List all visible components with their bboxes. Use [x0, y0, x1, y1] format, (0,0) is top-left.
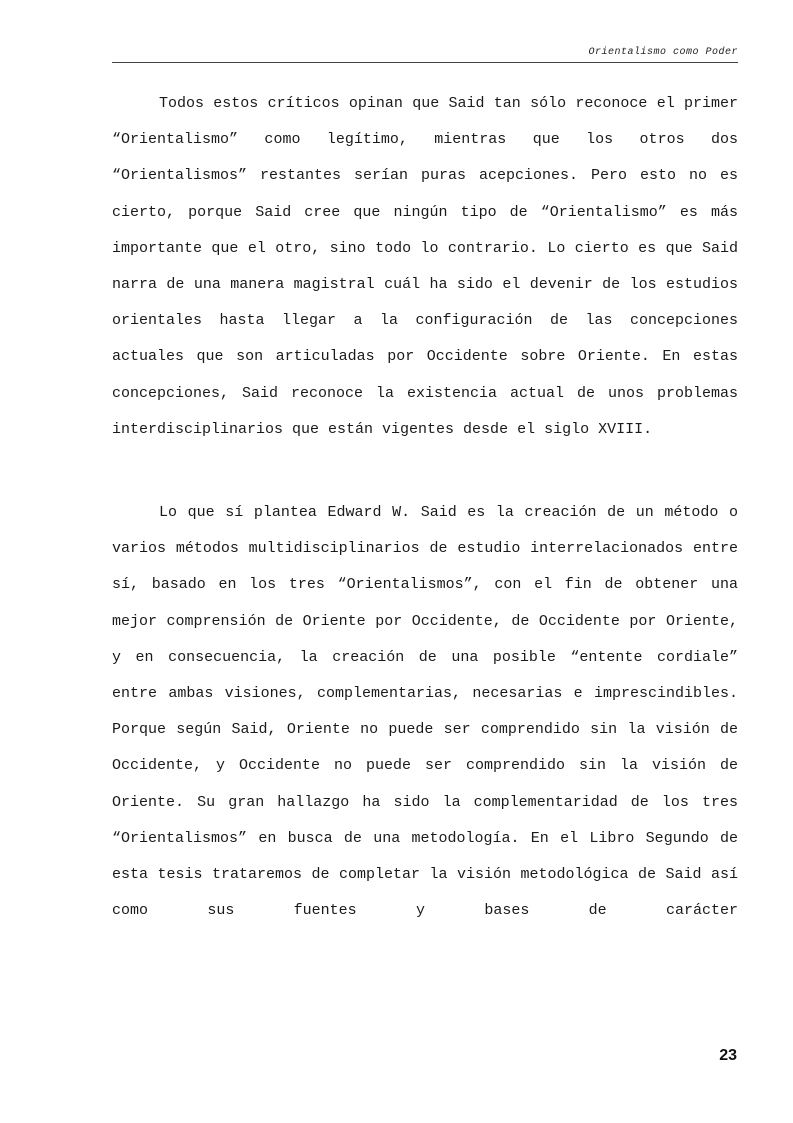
body-paragraph-1: Todos estos críticos opinan que Said tan sólo reconoce el primer “Orientalismo” como legítimo, mientras que los otros dos “Orientalismos” restantes serían puras acepciones. Pero esto no es cierto, porque Said cree que ningún tipo de “Orientalismo” es más importante que el otro, sino todo lo contrario. Lo cierto es que Said narra de una manera magistral cuál ha sido el devenir de los estudios orientales hasta llegar a la configuración de las concepciones actuales que son articuladas por Occidente sobre Oriente. En estas concepciones, Said reconoce la existencia actual de unos problemas interdisciplinarios que están vigentes desde el siglo XVIII. [112, 95, 738, 438]
running-header-title: Orientalismo como Poder [588, 47, 738, 58]
page-number: 23 [719, 1047, 737, 1064]
body-paragraph-2: Lo que sí plantea Edward W. Said es la creación de un método o varios métodos multidisciplinarios de estudio interrelacionados entre sí, basado en los tres “Orientalismos”, con el fin de obtener una mejor comprensión de Oriente por Occidente, de Occidente por Oriente, y en consecuencia, la creación de una posible “entente cordiale” entre ambas visiones, complementarias, necesarias e imprescindibles. Porque según Said, Oriente no puede ser comprendido sin la visión de Occidente, y Occidente no puede ser comprendido sin la visión de Oriente. Su gran hallazgo ha sido la complementaridad de los tres “Orientalismos” en busca de una metodología. En el Libro Segundo de esta tesis trataremos de completar la visión metodológica de Said así como sus fuentes y bases de carácter [112, 504, 738, 920]
running-header [112, 44, 738, 63]
